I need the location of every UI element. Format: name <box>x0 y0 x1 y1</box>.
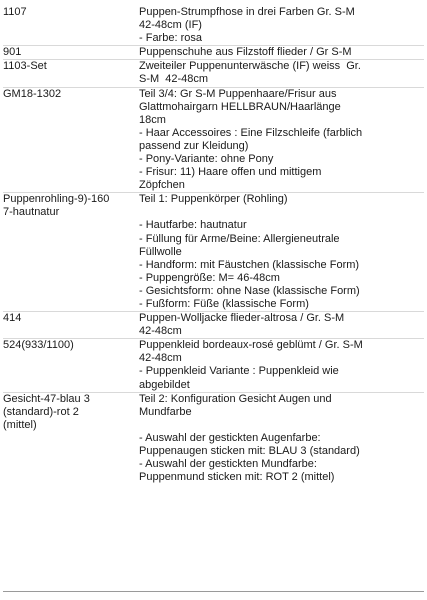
item-description-line: - Auswahl der gestickten Augenfarbe: <box>139 431 321 444</box>
item-description-line: Teil 2: Konfiguration Gesicht Augen und <box>139 392 332 405</box>
item-row <box>3 6 424 46</box>
item-code-line: 7-hautnatur <box>3 206 60 219</box>
item-description-line: Glattmohairgarn HELLBRAUN/Haarlänge <box>139 100 341 113</box>
item-description-line: Teil 3/4: Gr S-M Puppenhaare/Frisur aus <box>139 87 337 100</box>
item-description-line: - Füllung für Arme/Beine: Allergieneutrale <box>139 232 340 245</box>
item-description-cell <box>139 87 424 193</box>
item-description-line: Puppenkleid bordeaux-rosé geblümt / Gr. S-M <box>139 339 363 352</box>
item-code-line: 901 <box>3 46 22 59</box>
item-description-line: Teil 1: Puppenkörper (Rohling) <box>139 193 288 206</box>
item-code-line: 524(933/1100) <box>3 339 74 352</box>
item-row <box>3 339 424 392</box>
item-description-line: abgebildet <box>139 378 190 391</box>
item-description-line: Zweiteiler Puppenunterwäsche (IF) weiss Gr. <box>139 60 361 73</box>
item-description-line: - Farbe: rosa <box>139 32 202 45</box>
item-code-line: Gesicht-47-blau 3 <box>3 392 90 405</box>
item-description-cell <box>139 46 424 60</box>
item-code-cell <box>3 87 139 193</box>
item-code-cell <box>3 60 139 87</box>
item-description-cell <box>139 339 424 392</box>
item-code-line: Puppenrohling-9)-160 <box>3 193 110 206</box>
item-code-line: (standard)-rot 2 <box>3 405 79 418</box>
item-description-line: Mundfarbe <box>139 405 192 418</box>
item-description-line: - Gesichtsform: ohne Nase (klassische Form) <box>139 284 360 297</box>
item-row <box>3 312 424 339</box>
item-description-cell <box>139 392 424 484</box>
order-items-table <box>3 6 424 484</box>
item-description-line: - Handform: mit Fäustchen (klassische Form) <box>139 258 360 271</box>
item-code-line: GM18-1302 <box>3 87 62 100</box>
item-code-cell <box>3 339 139 392</box>
item-row <box>3 46 424 60</box>
item-row <box>3 60 424 87</box>
item-description-cell <box>139 193 424 312</box>
item-row <box>3 193 424 312</box>
item-description-line: - Haar Accessoires : Eine Filzschleife (farblich <box>139 126 363 139</box>
description-spacer <box>139 419 424 432</box>
item-description-line: Puppenmund sticken mit: ROT 2 (mittel) <box>139 471 335 484</box>
item-description-line: Puppenschuhe aus Filzstoff flieder / Gr S-M <box>139 46 352 59</box>
item-code-cell <box>3 193 139 312</box>
item-description-line: - Hautfarbe: hautnatur <box>139 219 247 232</box>
item-code-cell <box>3 46 139 60</box>
item-description-line: Zöpfchen <box>139 179 185 192</box>
item-description-line: 42-48cm <box>139 325 182 338</box>
item-description-cell <box>139 6 424 46</box>
bottom-divider <box>3 591 424 592</box>
item-row <box>3 392 424 484</box>
item-code-cell <box>3 6 139 46</box>
item-description-line: 42-48cm (IF) <box>139 19 202 32</box>
item-row <box>3 87 424 193</box>
item-description-line: S-M 42-48cm <box>139 73 209 86</box>
item-code-cell <box>3 392 139 484</box>
item-description-line: - Frisur: 11) Haare offen und mittigem <box>139 166 322 179</box>
item-description-cell <box>139 312 424 339</box>
description-spacer <box>139 206 424 219</box>
item-code-line: 414 <box>3 312 22 325</box>
item-code-line: (mittel) <box>3 418 37 431</box>
item-description-cell <box>139 60 424 87</box>
item-code-line: 1103-Set <box>3 60 47 73</box>
item-description-line: passend zur Kleidung) <box>139 139 249 152</box>
item-description-line: Puppen-Strumpfhose in drei Farben Gr. S-M <box>139 6 355 18</box>
item-description-line: Puppenaugen sticken mit: BLAU 3 (standard) <box>139 444 360 457</box>
item-description-line: - Auswahl der gestickten Mundfarbe: <box>139 458 317 470</box>
item-code-cell <box>3 312 139 339</box>
item-description-line: Füllwolle <box>139 245 182 258</box>
item-description-line: - Fußform: Füße (klassische Form) <box>139 297 309 310</box>
item-description-line: 42-48cm <box>139 352 182 365</box>
item-description-line: - Pony-Variante: ohne Pony <box>139 153 274 166</box>
item-description-line: 18cm <box>139 113 166 126</box>
order-items-body <box>3 6 424 484</box>
item-code-line: 1107 <box>3 6 27 18</box>
item-description-line: - Puppengröße: M= 46-48cm <box>139 271 280 284</box>
item-description-line: Puppen-Wolljacke flieder-altrosa / Gr. S-M <box>139 312 345 325</box>
item-description-line: - Puppenkleid Variante : Puppenkleid wie <box>139 365 339 378</box>
